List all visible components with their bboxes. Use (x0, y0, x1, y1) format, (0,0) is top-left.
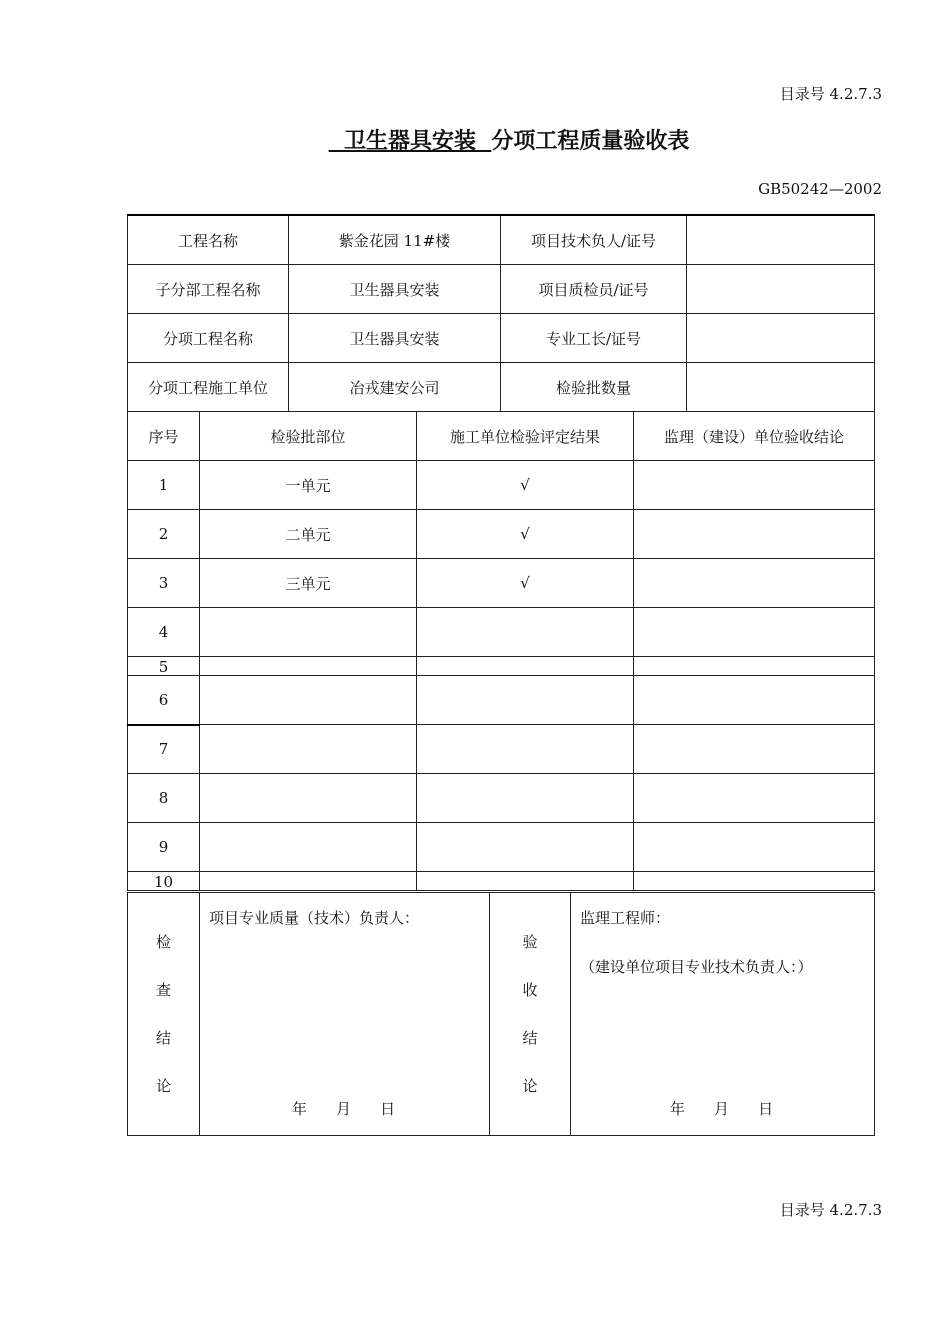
info-value (687, 265, 875, 314)
item-conclusion (634, 725, 875, 774)
supervising-engineer-label: 监理工程师： (580, 909, 671, 927)
item-conclusion (634, 657, 875, 676)
signature-row (128, 893, 875, 1136)
title-main: 分项工程质量验收表 (491, 128, 690, 154)
item-no: 8 (128, 774, 200, 823)
acceptance-label-char: 收 (522, 981, 538, 999)
info-label: 项目技术负人/证号 (501, 215, 687, 265)
inspection-items-table (127, 411, 875, 891)
signature-table (127, 892, 875, 1136)
item-result: √ (417, 559, 634, 608)
item-no: 1 (128, 461, 200, 510)
table-row (128, 657, 875, 676)
items-header-row (128, 412, 875, 461)
check-label-char: 查 (155, 981, 171, 999)
item-no: 5 (128, 657, 200, 676)
item-part (200, 823, 417, 872)
info-label: 子分部工程名称 (128, 265, 289, 314)
page-title (0, 124, 950, 155)
info-value: 卫生器具安装 (289, 314, 501, 363)
check-label-char: 结 (155, 1029, 171, 1047)
table-row (128, 510, 875, 559)
info-label: 工程名称 (128, 215, 289, 265)
info-value: 冶戎建安公司 (289, 363, 501, 412)
info-label: 分项工程名称 (128, 314, 289, 363)
table-row (128, 461, 875, 510)
info-label: 项目质检员/证号 (501, 265, 687, 314)
item-conclusion (634, 774, 875, 823)
item-part (200, 774, 417, 823)
item-conclusion (634, 559, 875, 608)
info-value (687, 314, 875, 363)
header-no: 序号 (128, 412, 200, 461)
acceptance-conclusion-box (571, 893, 875, 1136)
title-underlined: 卫生器具安装 (328, 128, 492, 154)
item-part (200, 608, 417, 657)
item-part: 三单元 (200, 559, 417, 608)
item-no: 10 (128, 872, 200, 891)
info-value (687, 363, 875, 412)
item-result (417, 823, 634, 872)
check-label-char: 检 (155, 933, 171, 951)
item-part (200, 657, 417, 676)
item-no: 2 (128, 510, 200, 559)
owner-technical-responsible-label: （建设单位项目专业技术负责人：） (580, 958, 813, 976)
info-row (128, 363, 875, 412)
acceptance-label-char: 论 (522, 1077, 538, 1095)
info-label: 检验批数量 (501, 363, 687, 412)
acceptance-label-char: 验 (522, 933, 538, 951)
info-value: 紫金花园 11#楼 (289, 215, 501, 265)
acceptance-date: 年 月 日 (669, 1100, 776, 1118)
item-result (417, 608, 634, 657)
check-conclusion-label (128, 893, 200, 1136)
item-part (200, 725, 417, 774)
info-label: 分项工程施工单位 (128, 363, 289, 412)
header-conclusion: 监理（建设）单位验收结论 (634, 412, 875, 461)
item-result: √ (417, 510, 634, 559)
table-row (128, 774, 875, 823)
table-row (128, 608, 875, 657)
item-conclusion (634, 676, 875, 725)
item-conclusion (634, 872, 875, 891)
item-conclusion (634, 823, 875, 872)
item-no: 9 (128, 823, 200, 872)
info-value: 卫生器具安装 (289, 265, 501, 314)
check-date: 年 月 日 (291, 1100, 398, 1118)
item-part: 一单元 (200, 461, 417, 510)
item-conclusion (634, 608, 875, 657)
info-row (128, 314, 875, 363)
item-conclusion (634, 461, 875, 510)
table-row (128, 823, 875, 872)
item-no: 3 (128, 559, 200, 608)
info-label: 专业工长/证号 (501, 314, 687, 363)
table-row (128, 725, 875, 774)
item-conclusion (634, 510, 875, 559)
item-result (417, 872, 634, 891)
info-value (687, 215, 875, 265)
item-part (200, 676, 417, 725)
item-result: √ (417, 461, 634, 510)
catalog-number-bottom: 目录号 4.2.7.3 (779, 1201, 882, 1219)
item-result (417, 725, 634, 774)
info-row (128, 215, 875, 265)
item-result (417, 676, 634, 725)
item-result (417, 657, 634, 676)
item-no: 7 (128, 725, 200, 774)
catalog-number-top: 目录号 4.2.7.3 (779, 85, 882, 103)
project-info-table (127, 214, 875, 412)
header-result: 施工单位检验评定结果 (417, 412, 634, 461)
quality-responsible-label: 项目专业质量（技术）负责人： (209, 909, 420, 927)
item-no: 4 (128, 608, 200, 657)
check-conclusion-box (200, 893, 490, 1136)
table-row (128, 872, 875, 891)
item-result (417, 774, 634, 823)
acceptance-label-char: 结 (522, 1029, 538, 1047)
check-label-char: 论 (155, 1077, 171, 1095)
item-part: 二单元 (200, 510, 417, 559)
acceptance-conclusion-label (490, 893, 571, 1136)
table-row (128, 676, 875, 725)
info-row (128, 265, 875, 314)
item-part (200, 872, 417, 891)
header-part: 检验批部位 (200, 412, 417, 461)
item-no: 6 (128, 676, 200, 725)
standard-code: GB50242—2002 (758, 180, 882, 198)
table-row (128, 559, 875, 608)
